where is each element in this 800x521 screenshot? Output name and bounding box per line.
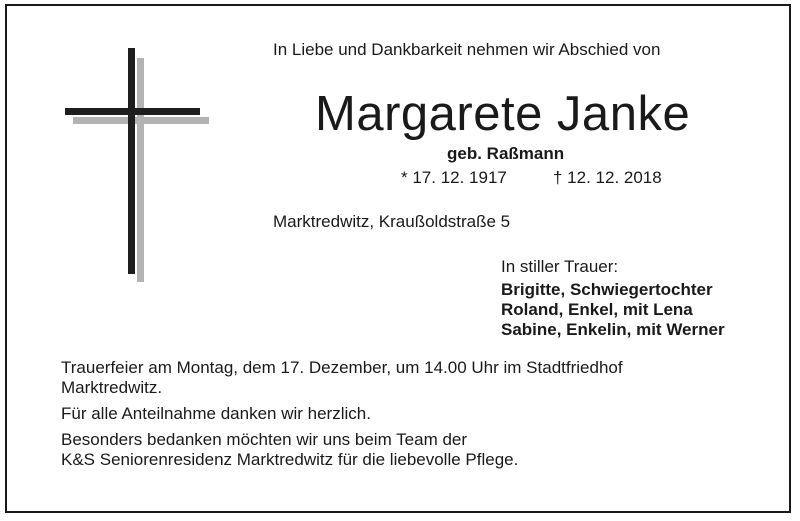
address: Marktredwitz, Kraußoldstraße 5 xyxy=(273,212,511,231)
special-thanks-line: K&S Seniorenresidenz Marktredwitz für die liebevolle Pflege. xyxy=(61,450,519,469)
mourner: Brigitte, Schwiegertochter xyxy=(501,280,713,299)
cross-horizontal xyxy=(65,108,200,115)
funeral-line: Marktredwitz. xyxy=(61,378,163,397)
thanks xyxy=(61,404,623,424)
intro-text: In Liebe und Dankbarkeit nehmen wir Abschied von xyxy=(273,40,661,59)
cross-shadow-vertical xyxy=(137,58,144,282)
funeral-info xyxy=(61,358,623,398)
mourner: Roland, Enkel, mit Lena xyxy=(501,300,693,319)
birth-date: * 17. 12. 1917 xyxy=(401,168,507,187)
death-date: † 12. 12. 2018 xyxy=(553,168,662,187)
maiden-name: geb. Raßmann xyxy=(447,144,565,163)
special-thanks-line: Besonders bedanken möchten wir uns beim Team der xyxy=(61,430,468,449)
mourner: Sabine, Enkelin, mit Werner xyxy=(501,320,725,339)
mourners-list xyxy=(501,280,725,340)
mourners-intro: In stiller Trauer: xyxy=(501,257,619,276)
special-thanks xyxy=(61,430,623,470)
cross-shadow-horizontal xyxy=(73,117,209,124)
footer-text xyxy=(61,358,623,476)
cross-vertical xyxy=(128,48,135,274)
thanks-line: Für alle Anteilnahme danken wir herzlich. xyxy=(61,404,371,423)
deceased-name: Margarete Janke xyxy=(315,87,691,141)
funeral-line: Trauerfeier am Montag, dem 17. Dezember, um 14.00 Uhr im Stadtfriedhof xyxy=(61,358,623,377)
obituary-notice xyxy=(5,4,791,513)
cross-icon xyxy=(59,44,209,284)
